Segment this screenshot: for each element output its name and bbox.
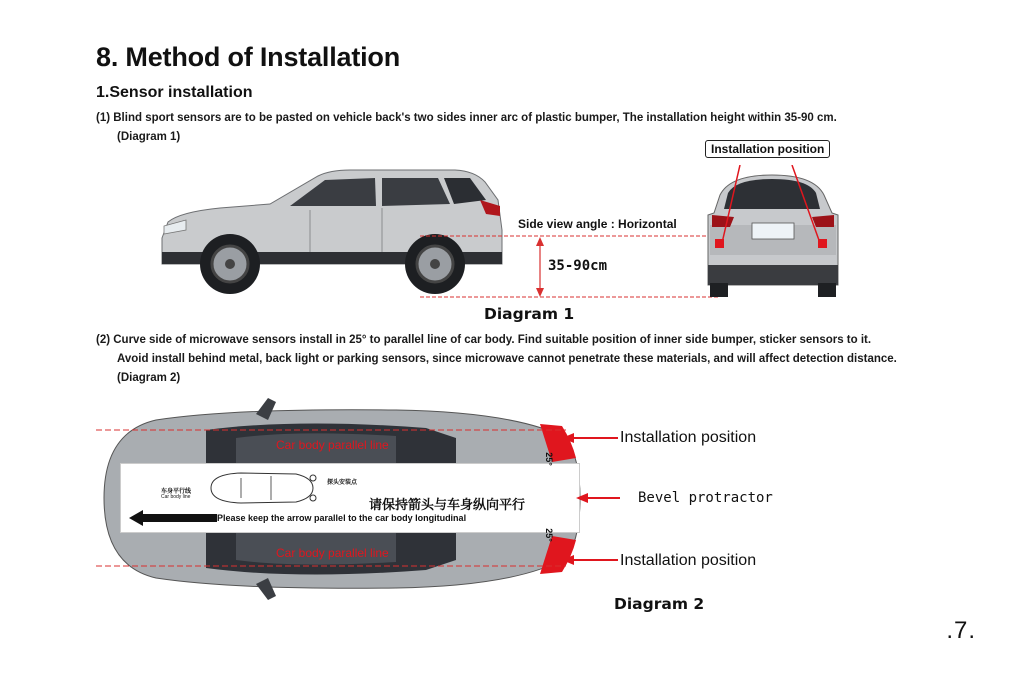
paragraph-1 <box>96 109 976 147</box>
paragraph-2-line-2: Avoid install behind metal, back light or parking sensors, since microwave cannot penetrate these materials, and will affect detection distance. <box>117 353 897 365</box>
section-title: 1.Sensor installation <box>96 84 253 101</box>
card-instruction-en: Please keep the arrow parallel to the car body longitudinal <box>217 513 467 523</box>
diagram-2-arrows <box>560 428 620 570</box>
card-label-en-1: Car body line <box>161 494 191 500</box>
card-label-cn-1: 车身平行线 <box>161 489 192 495</box>
card-instruction-cn: 请保持箭头与车身纵向平行 <box>369 498 526 513</box>
parallel-line-bottom-label: Car body parallel line <box>276 546 389 560</box>
car-rear-view-image <box>700 165 845 300</box>
installation-position-bottom-label: Installation position <box>620 552 757 569</box>
paragraph-1-line-2: (Diagram 1) <box>117 131 181 143</box>
card-arrow-icon <box>129 510 219 526</box>
bevel-protractor-label: Bevel protractor <box>638 490 773 506</box>
diagram-1-reference-lines <box>420 190 740 302</box>
page-title: 8. Method of Installation <box>96 42 400 72</box>
card-car-sketch <box>201 468 321 508</box>
instruction-card <box>120 463 580 533</box>
installation-position-top-label: Installation position <box>620 429 757 446</box>
card-label-cn-2: 探头安装点 <box>327 480 358 486</box>
paragraph-2 <box>96 331 996 388</box>
angle-top-label: 25° <box>543 452 554 466</box>
paragraph-1-line-1: (1) Blind sport sensors are to be pasted on vehicle back's two sides inner arc of plastic bumper, The installation height within 35-90 cm. <box>96 112 837 124</box>
paragraph-2-line-3: (Diagram 2) <box>117 372 181 384</box>
page-number: .7. <box>946 617 976 644</box>
diagram-1-caption: Diagram 1 <box>484 305 575 323</box>
installation-position-label: Installation position <box>705 140 830 158</box>
parallel-line-top-label: Car body parallel line <box>276 438 389 452</box>
paragraph-2-line-1: (2) Curve side of microwave sensors install in 25° to parallel line of car body. Find suitable position of inner side bumper, sticker sensors to it. <box>96 334 872 346</box>
diagram-2-caption: Diagram 2 <box>614 595 705 613</box>
side-view-label: Side view angle : Horizontal <box>518 217 677 231</box>
height-label: 35-90cm <box>548 258 608 274</box>
angle-bottom-label: 25° <box>543 528 554 542</box>
